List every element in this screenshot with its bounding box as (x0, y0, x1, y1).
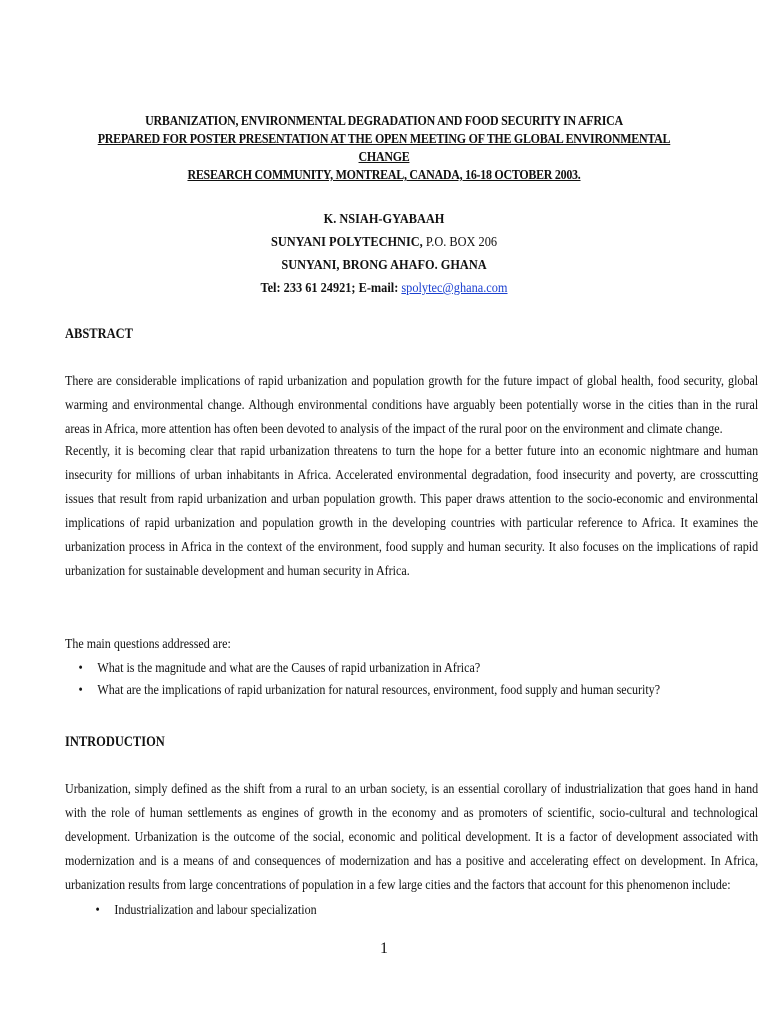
question-text: What is the magnitude and what are the Causes of rapid urbanization in Africa? (97, 661, 481, 676)
bullet-icon: • (78, 683, 83, 698)
question-text: What are the implications of rapid urbanization for natural resources, environment, food supply and human security? (97, 683, 661, 698)
introduction-paragraph-1: Urbanization, simply defined as the shift from a rural to an urban society, is an essential corollary of industrialization that goes hand in hand with the role of human settlements as engines of growth in the economy and as promoters of scientific, socio-cultural and technological development. Urbanization is the outcome of the social, economic and political development. It is a factor of development associated with modernization and is a means of and consequences of modernization and has a positive and accelerating effect on development. In Africa, urbanization results from large concentrations of population in a few large cities and the factors that account for this phenomenon include: (65, 782, 759, 893)
questions-intro: The main questions addressed are: (65, 637, 231, 652)
factors-list (92, 900, 317, 922)
author-contact-line (81, 277, 686, 300)
paper-subtitle-line2: RESEARCH COMMUNITY, MONTREAL, CANADA, 16-18 OCTOBER 2003. (187, 167, 581, 182)
paper-title-block (81, 112, 686, 184)
bullet-icon: • (95, 903, 100, 918)
paper-subtitle-line1: PREPARED FOR POSTER PRESENTATION AT THE OPEN MEETING OF THE GLOBAL ENVIRONMENTAL CHANGE (97, 131, 671, 164)
author-block (81, 208, 686, 300)
abstract-paragraph-2: Recently, it is becoming clear that rapid urbanization threatens to turn the hope for a better future into an economic nightmare and human insecurity for millions of urban inhabitants in Africa. Accelerated environmental degradation, food insecurity and poverty, are crosscutting issues that result from rapid urbanization and urban population growth. This paper draws attention to the socio-economic and environmental implications of rapid urbanization and population growth in the developing countries with particular reference to Africa. It examines the urbanization process in Africa in the context of the environment, food supply and human security. It also focuses on the implications of rapid urbanization for sustainable development and human security in Africa. (65, 444, 759, 579)
author-contact: Tel: 233 61 24921; E-mail: (260, 281, 402, 296)
abstract-heading: ABSTRACT (65, 326, 133, 342)
factor-text: Industrialization and labour specialization (114, 903, 317, 918)
list-item (75, 680, 660, 702)
author-po-box: P.O. BOX 206 (422, 235, 498, 250)
abstract-paragraph-1: There are considerable implications of rapid urbanization and population growth for the future impact of global health, food security, global warming and environmental change. Although environmental conditions have arguably been potentially worse in the cities than in the rural areas in Africa, more attention has often been devoted to analysis of the impact of the rural poor on the environment and climate change. (65, 374, 759, 437)
author-institution-line (81, 231, 686, 254)
author-location: SUNYANI, BRONG AHAFO. GHANA (281, 258, 487, 273)
author-name: K. NSIAH-GYABAAH (323, 212, 445, 227)
list-item (92, 900, 317, 922)
introduction-heading: INTRODUCTION (65, 734, 165, 750)
list-item (75, 658, 660, 680)
bullet-icon: • (78, 661, 83, 676)
paper-title: URBANIZATION, ENVIRONMENTAL DEGRADATION AND FOOD SECURITY IN AFRICA (145, 113, 623, 128)
author-email-link[interactable]: spolytec@ghana.com (401, 281, 508, 296)
page-number: 1 (380, 940, 388, 957)
questions-list (75, 658, 660, 702)
author-institution: SUNYANI POLYTECHNIC, (270, 235, 423, 250)
